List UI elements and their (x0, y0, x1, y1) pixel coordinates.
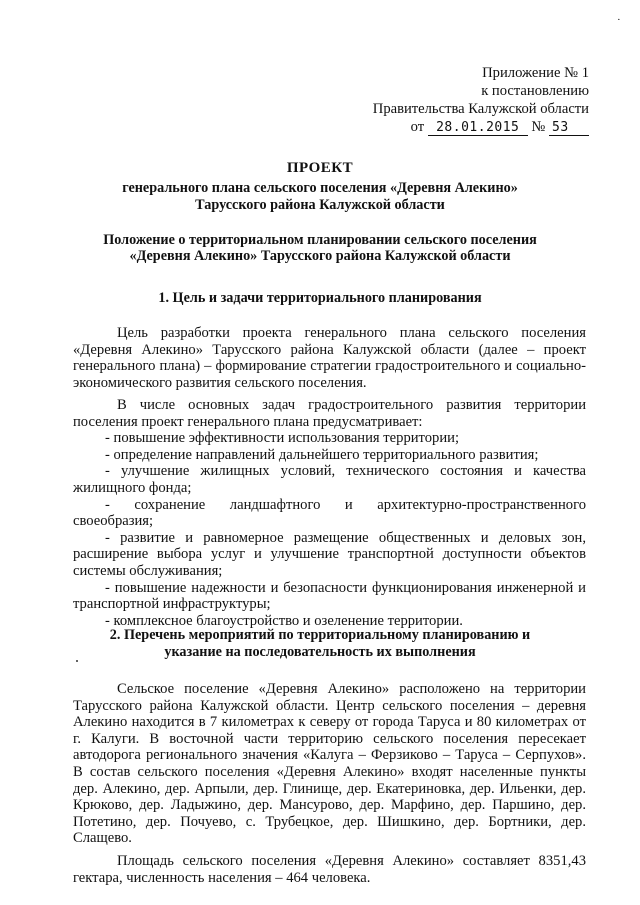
appendix-date-line (373, 118, 589, 136)
task-item: - повышение надежности и безопасности функционирования инженерной и транспортной инфраструктуры; (73, 579, 586, 613)
section-1-heading: 1. Цель и задачи территориального планирования (158, 290, 482, 306)
section-1-tasks (73, 397, 586, 629)
paragraph: Цель разработки проекта генерального плана сельского поселения «Деревня Алекино» Тарусского района Калужской области (далее – проект генерального плана) – формирование стратегии градостроительного и социально-экономического развития сельского поселения. (73, 325, 586, 391)
appendix-number-prefix: № (531, 119, 546, 135)
paragraph: Сельское поселение «Деревня Алекино» расположено на территории Тарусского района Калужской области. Центр сельского поселения – деревня Алекино находится в 7 километрах к северу от города Таруса и 80 километрах от г. Калуги. В восточной части территорию сельского поселения пересекает автодорога регионального значения «Калуга – Ферзиково – Таруса – Серпухов». В состав сельского поселения «Деревня Алекино» входят населенные пункты дер. Алекино, дер. Арпыли, дер. Глинище, дер. Екатериновка, дер. Ильенки, дер. Крюково, дер. Ладыжино, дер. Мансурово, дер. Марфино, дер. Паршино, дер. Потетино, дер. Почуево, с. Трубецкое, дер. Шишкино, дер. Бортники, дер. Слащево. (73, 681, 586, 847)
appendix-from-prefix: от (410, 119, 425, 135)
appendix-line-2: к постановлению (481, 83, 589, 99)
task-item: - определение направлений дальнейшего территориального развития; (105, 446, 539, 463)
task-item: - комплексное благоустройство и озеленение территории. (105, 612, 463, 629)
scan-speck (76, 660, 78, 662)
document-subtitle-1: генерального плана сельского поселения «Деревня Алекино» (122, 180, 518, 196)
appendix-block (373, 64, 589, 136)
appendix-date: 28.01.2015 (428, 121, 528, 136)
position-heading-1: Положение о территориальном планировании сельского поселения (103, 232, 537, 248)
section-1-intro (73, 325, 586, 391)
task-item: - развитие и равномерное размещение общественных и деловых зон, расширение выбора услуг и улучшение транспортной доступности объектов системы обслуживания; (73, 529, 586, 579)
corner-mark: · (617, 14, 621, 26)
appendix-line-1: Приложение № 1 (482, 65, 589, 81)
document-title: ПРОЕКТ (286, 160, 354, 176)
task-item: - повышение эффективности использования территории; (105, 430, 459, 447)
task-item: - сохранение ландшафтного и архитектурно-пространственного своеобразия; (73, 496, 586, 530)
section-2-paragraph-2 (73, 853, 586, 886)
paragraph: Площадь сельского поселения «Деревня Алекино» составляет 8351,43 гектара, численность населения – 464 человека. (73, 853, 586, 886)
position-heading-2: «Деревня Алекино» Тарусского района Калужской области (129, 248, 511, 264)
section-2-heading-2: указание на последовательность их выполнения (164, 644, 476, 660)
task-item: - улучшение жилищных условий, технического состояния и качества жилищного фонда; (73, 463, 586, 496)
paragraph: В числе основных задач градостроительного развития территории поселения проект генерального плана предусматривает: (73, 397, 586, 430)
appendix-line-3: Правительства Калужской области (372, 101, 589, 117)
document-subtitle-2: Тарусского района Калужской области (195, 197, 445, 213)
section-2-paragraph-1 (73, 681, 586, 847)
section-2-heading-1: 2. Перечень мероприятий по территориальному планированию и (109, 627, 531, 643)
appendix-number: 53 (549, 121, 589, 136)
